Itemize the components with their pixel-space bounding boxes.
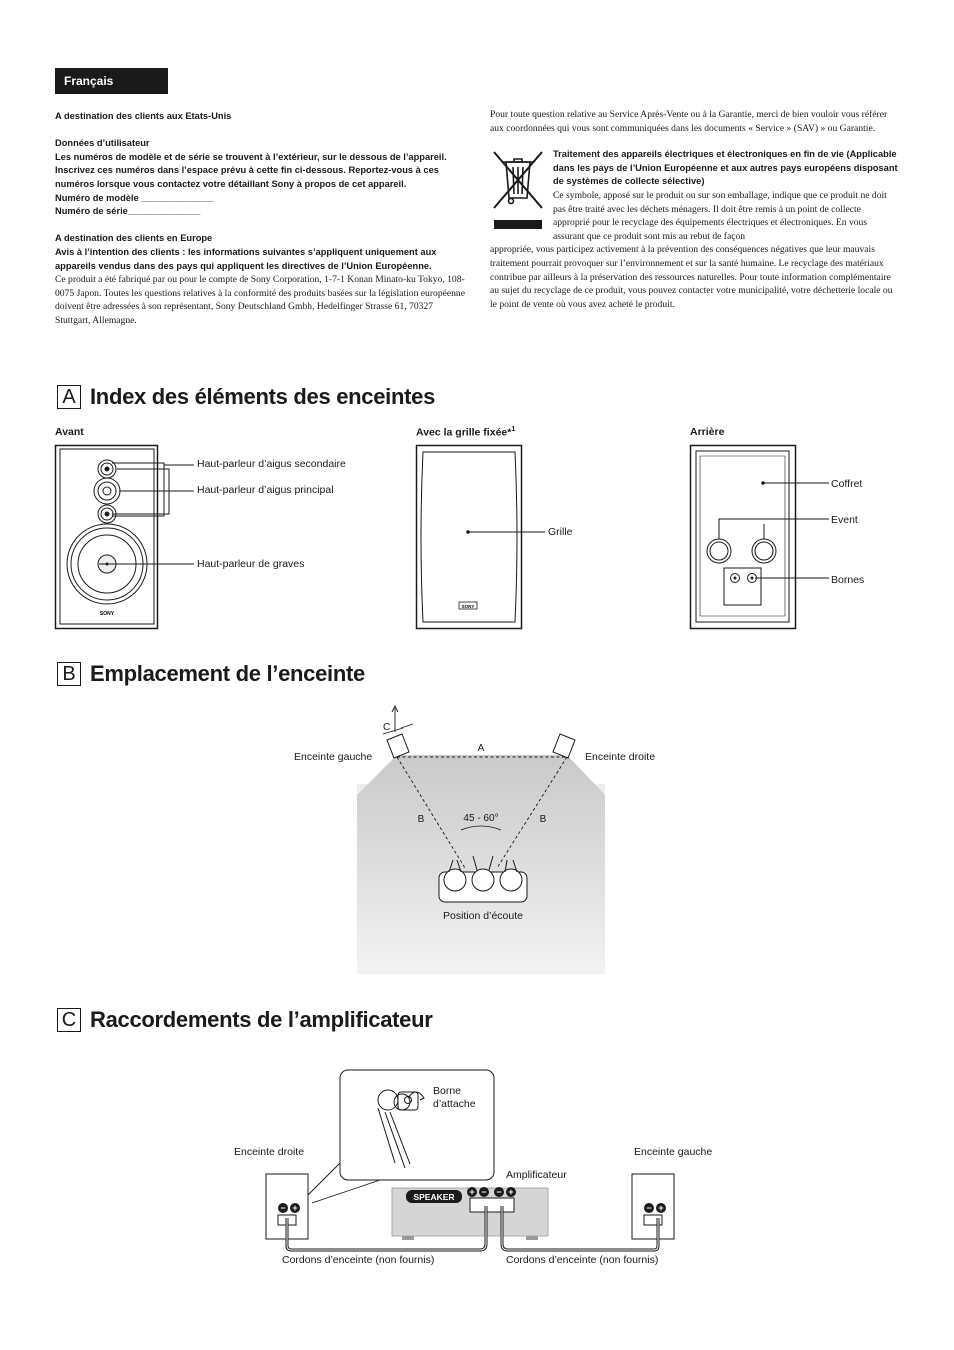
label-bornes: Bornes [831,574,865,586]
svg-text:+: + [292,1203,298,1213]
rear-view-label: Arrière [690,426,725,438]
eu-notice: Avis à l’intention des clients : les informations suivantes s’appliquent uniquement aux appareils vendus dans des pays qui appliquent les directives de l’Union Européenne. [55,246,437,271]
svg-text:−: − [481,1187,487,1197]
front-view-label: Avant [55,426,84,438]
eu-heading: A destination des clients en Europe [55,233,213,244]
label-event: Event [831,514,858,526]
label-woofer: Haut-parleur de graves [197,558,305,570]
dist-b-right-label: B [539,814,547,825]
us-heading: A destination des clients aux Etats-Unis [55,111,232,121]
svg-text:+: + [508,1187,514,1197]
model-number-line: Numéro de modèle ______________ [55,192,214,203]
crossed-bin-icon [490,148,546,230]
label-amplifier: Amplificateur [506,1169,567,1181]
weee-symbol [490,148,553,243]
weee-text-1: Ce symbole, apposé sur le produit ou sur son emballage, indique que ce produit ne doit pas être traité avec les déchets ménagers. Il doit être remis à un point de collecte approprié pour le recyclage des équipements électriques et électroniques. En vous assurant que ce produit sont mis au rebut de façon [553,189,887,242]
section-b-title: Emplacement de l’enceinte [90,661,365,686]
weee-text-2: appropriée, vous participez activement à la prévention des conséquences négatives que leur mauvais traitement pourrait provoquer sur l’environnement et sur la santé humaine. Le recyclage des matériaux contribue par ailleurs à la préservation des ressources naturelles. Pour toute information complémentaire au sujet du recyclage de ce produit, vous pouvez contacter votre municipalité, votre déchetterie locale ou le point de vente où vous avez acheté le produit. [490,244,893,310]
grille-speaker-diagram [415,444,545,630]
grille-brand-logo: SONY [461,604,475,609]
label-terminal: Borne d’attache [433,1085,476,1110]
speaker-tag: SPEAKER [413,1192,455,1202]
svg-text:+: + [658,1203,664,1213]
serial-number-line: Numéro de série______________ [55,206,201,217]
section-c-title: Raccordements de l’amplificateur [90,1007,433,1032]
dist-b-left-label: B [417,814,425,825]
front-brand-logo: SONY [99,611,115,617]
eu-text: Ce produit a été fabriqué par ou pour le compte de Sony Corporation, 1-7-1 Konan Minato-ku Tokyo, 108-0075 Japon. Toutes les questions relatives à la conformité des produits basées sur la législation européenne doivent être adressées à son représentant, Sony Deutschland Gmbh, Hedelfinger Strasse 61, 70327 Stuttgart, Allemagne. [55,274,465,326]
rear-speaker-diagram [689,444,829,630]
weee-title: Traitement des appareils électriques et électroniques en fin de vie (Applicable dans les pays de l’Union Européenne et aux autres pays européens disposant de systèmes de collecte sélective) [553,149,898,187]
label-right-speaker-b: Enceinte droite [585,751,656,763]
user-data-text: Les numéros de modèle et de série se trouvent à l’extérieur, sur le dessous de l’appareil. Inscrivez ces numéros dans l’espace prévu à cette fin ci-dessous. Reportez-vous à ces numéros lorsque vous contactez votre détaillant Sony à propos de cet appareil. [55,151,447,189]
label-left-speaker-c: Enceinte gauche [634,1146,713,1158]
label-right-speaker-c: Enceinte droite [234,1146,305,1158]
dist-c-label: C [383,722,391,733]
angle-label: 45 - 60° [463,813,499,824]
right-column [490,108,900,311]
footnote-mark: 1 [511,426,516,433]
label-cords-left: Cordons d’enceinte (non fournis) [282,1254,435,1266]
svg-text:−: − [646,1203,652,1213]
left-column [55,110,465,328]
svg-text:−: − [496,1187,502,1197]
user-data-heading: Données d’utilisateur [55,138,150,149]
label-tweeter-secondary: Haut-parleur d’aigus secondaire [197,458,346,470]
placement-diagram [357,700,605,974]
label-tweeter-main: Haut-parleur d’aigus principal [197,484,334,496]
dist-a-label: A [477,743,485,754]
svg-text:−: − [280,1203,286,1213]
grille-view-label [416,426,515,439]
grille-view-text: Avec la grille fixée* [416,426,512,439]
label-coffret: Coffret [831,478,863,490]
section-a-letter: A [57,385,81,409]
svg-text:+: + [469,1187,475,1197]
service-text: Pour toute question relative au Service Après-Vente ou à la Garantie, merci de bien vouloir vous référer aux coordonnées qui vous sont communiquées dans les documents « Service » (SAV) » ou Garantie. [490,109,888,134]
section-b-letter: B [57,662,81,686]
language-tab: Français [55,68,168,94]
section-a-title: Index des éléments des enceintes [90,384,435,409]
front-speaker-diagram [54,444,374,630]
label-cords-right: Cordons d’enceinte (non fournis) [506,1254,659,1266]
label-grille: Grille [548,526,573,538]
section-c-letter: C [57,1008,81,1032]
listening-position-label: Position d’écoute [443,910,523,922]
label-left-speaker-b: Enceinte gauche [294,751,373,763]
